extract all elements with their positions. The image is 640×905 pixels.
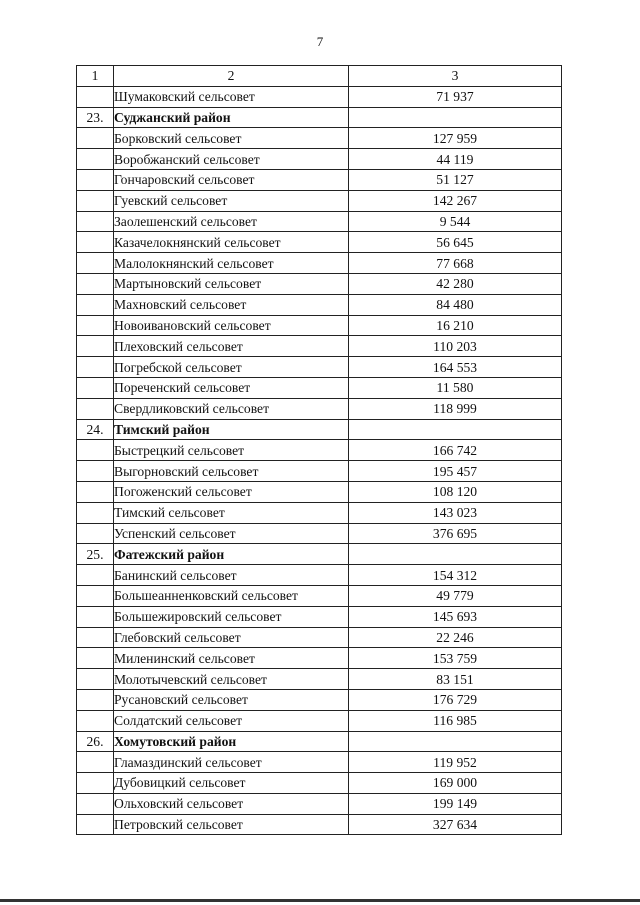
row-number [77, 336, 114, 357]
table-row [77, 86, 562, 107]
row-name: Хомутовский район [114, 731, 349, 752]
row-number [77, 461, 114, 482]
table-row [77, 128, 562, 149]
table-row [77, 773, 562, 794]
table-row [77, 315, 562, 336]
row-name: Плеховский сельсовет [114, 336, 349, 357]
row-name: Глебовский сельсовет [114, 627, 349, 648]
page-number: 7 [316, 34, 324, 49]
row-value [349, 544, 562, 565]
row-name: Молотычевский сельсовет [114, 669, 349, 690]
row-name: Тимский сельсовет [114, 502, 349, 523]
row-number [77, 273, 114, 294]
row-number [77, 752, 114, 773]
row-name: Выгорновский сельсовет [114, 461, 349, 482]
row-value [349, 731, 562, 752]
row-value: 56 645 [349, 232, 562, 253]
row-value: 108 120 [349, 481, 562, 502]
row-number [77, 315, 114, 336]
row-value: 143 023 [349, 502, 562, 523]
table-row [77, 149, 562, 170]
row-value: 84 480 [349, 294, 562, 315]
row-value: 145 693 [349, 606, 562, 627]
row-name: Малолокнянский сельсовет [114, 253, 349, 274]
table-row [77, 461, 562, 482]
row-number [77, 211, 114, 232]
row-number: 24. [77, 419, 114, 440]
table-row [77, 169, 562, 190]
row-number [77, 793, 114, 814]
table-body [77, 66, 562, 835]
table-row [77, 523, 562, 544]
row-number [77, 149, 114, 170]
header-col-2: 2 [114, 66, 349, 87]
row-number [77, 128, 114, 149]
table-row [77, 232, 562, 253]
allocation-table [76, 65, 562, 835]
row-number [77, 710, 114, 731]
row-name: Миленинский сельсовет [114, 648, 349, 669]
row-number [77, 294, 114, 315]
row-value: 154 312 [349, 565, 562, 586]
district-row [77, 731, 562, 752]
row-value: 169 000 [349, 773, 562, 794]
district-row [77, 107, 562, 128]
row-name: Пореченский сельсовет [114, 377, 349, 398]
table-row [77, 190, 562, 211]
row-number: 26. [77, 731, 114, 752]
table-row [77, 294, 562, 315]
row-number [77, 814, 114, 835]
table-row [77, 752, 562, 773]
table-row [77, 377, 562, 398]
row-number [77, 627, 114, 648]
table-row [77, 814, 562, 835]
row-number [77, 232, 114, 253]
row-number [77, 253, 114, 274]
row-name: Гламаздинский сельсовет [114, 752, 349, 773]
row-value: 77 668 [349, 253, 562, 274]
table-row [77, 398, 562, 419]
row-value: 166 742 [349, 440, 562, 461]
row-value: 153 759 [349, 648, 562, 669]
row-number: 23. [77, 107, 114, 128]
table-row [77, 669, 562, 690]
row-value: 71 937 [349, 86, 562, 107]
row-name: Петровский сельсовет [114, 814, 349, 835]
table-row [77, 357, 562, 378]
row-number [77, 565, 114, 586]
row-number [77, 689, 114, 710]
district-row [77, 419, 562, 440]
table-row [77, 565, 562, 586]
row-value: 195 457 [349, 461, 562, 482]
row-name: Банинский сельсовет [114, 565, 349, 586]
table-row [77, 627, 562, 648]
row-value: 49 779 [349, 585, 562, 606]
row-number [77, 773, 114, 794]
row-name: Мартыновский сельсовет [114, 273, 349, 294]
row-number [77, 86, 114, 107]
table-row [77, 273, 562, 294]
row-name: Фатежский район [114, 544, 349, 565]
table-row [77, 502, 562, 523]
row-value: 51 127 [349, 169, 562, 190]
table-row [77, 585, 562, 606]
row-name: Шумаковский сельсовет [114, 86, 349, 107]
table-row [77, 253, 562, 274]
table-row [77, 689, 562, 710]
table-header-row [77, 66, 562, 87]
row-value: 42 280 [349, 273, 562, 294]
row-number: 25. [77, 544, 114, 565]
row-name: Погоженский сельсовет [114, 481, 349, 502]
row-name: Борковский сельсовет [114, 128, 349, 149]
row-number [77, 377, 114, 398]
row-number [77, 523, 114, 544]
row-value [349, 419, 562, 440]
header-col-1: 1 [77, 66, 114, 87]
row-value: 199 149 [349, 793, 562, 814]
table-row [77, 793, 562, 814]
row-number [77, 169, 114, 190]
table-row [77, 211, 562, 232]
row-name: Ольховский сельсовет [114, 793, 349, 814]
row-name: Большеанненковский сельсовет [114, 585, 349, 606]
row-value: 376 695 [349, 523, 562, 544]
row-value: 127 959 [349, 128, 562, 149]
page-bottom-rule [0, 899, 640, 902]
row-value: 83 151 [349, 669, 562, 690]
row-number [77, 648, 114, 669]
row-value [349, 107, 562, 128]
table-row [77, 648, 562, 669]
row-name: Казачелокнянский сельсовет [114, 232, 349, 253]
row-value: 22 246 [349, 627, 562, 648]
row-name: Махновский сельсовет [114, 294, 349, 315]
row-name: Суджанский район [114, 107, 349, 128]
row-value: 327 634 [349, 814, 562, 835]
row-name: Русановский сельсовет [114, 689, 349, 710]
row-number [77, 481, 114, 502]
row-name: Большежировский сельсовет [114, 606, 349, 627]
row-name: Гончаровский сельсовет [114, 169, 349, 190]
table-row [77, 710, 562, 731]
row-name: Воробжанский сельсовет [114, 149, 349, 170]
row-name: Заолешенский сельсовет [114, 211, 349, 232]
row-value: 119 952 [349, 752, 562, 773]
row-number [77, 440, 114, 461]
row-name: Новоивановский сельсовет [114, 315, 349, 336]
row-name: Гуевский сельсовет [114, 190, 349, 211]
row-value: 16 210 [349, 315, 562, 336]
table-row [77, 481, 562, 502]
row-name: Успенский сельсовет [114, 523, 349, 544]
row-value: 142 267 [349, 190, 562, 211]
header-col-3: 3 [349, 66, 562, 87]
row-name: Погребской сельсовет [114, 357, 349, 378]
row-number [77, 606, 114, 627]
row-name: Солдатский сельсовет [114, 710, 349, 731]
row-value: 164 553 [349, 357, 562, 378]
table-row [77, 336, 562, 357]
row-number [77, 502, 114, 523]
row-name: Быстрецкий сельсовет [114, 440, 349, 461]
row-value: 9 544 [349, 211, 562, 232]
row-value: 118 999 [349, 398, 562, 419]
row-value: 110 203 [349, 336, 562, 357]
table-row [77, 606, 562, 627]
row-number [77, 398, 114, 419]
district-row [77, 544, 562, 565]
row-value: 176 729 [349, 689, 562, 710]
row-number [77, 669, 114, 690]
row-name: Свердликовский сельсовет [114, 398, 349, 419]
row-name: Тимский район [114, 419, 349, 440]
row-name: Дубовицкий сельсовет [114, 773, 349, 794]
row-value: 11 580 [349, 377, 562, 398]
table-row [77, 440, 562, 461]
row-number [77, 190, 114, 211]
row-number [77, 357, 114, 378]
row-number [77, 585, 114, 606]
row-value: 116 985 [349, 710, 562, 731]
row-value: 44 119 [349, 149, 562, 170]
